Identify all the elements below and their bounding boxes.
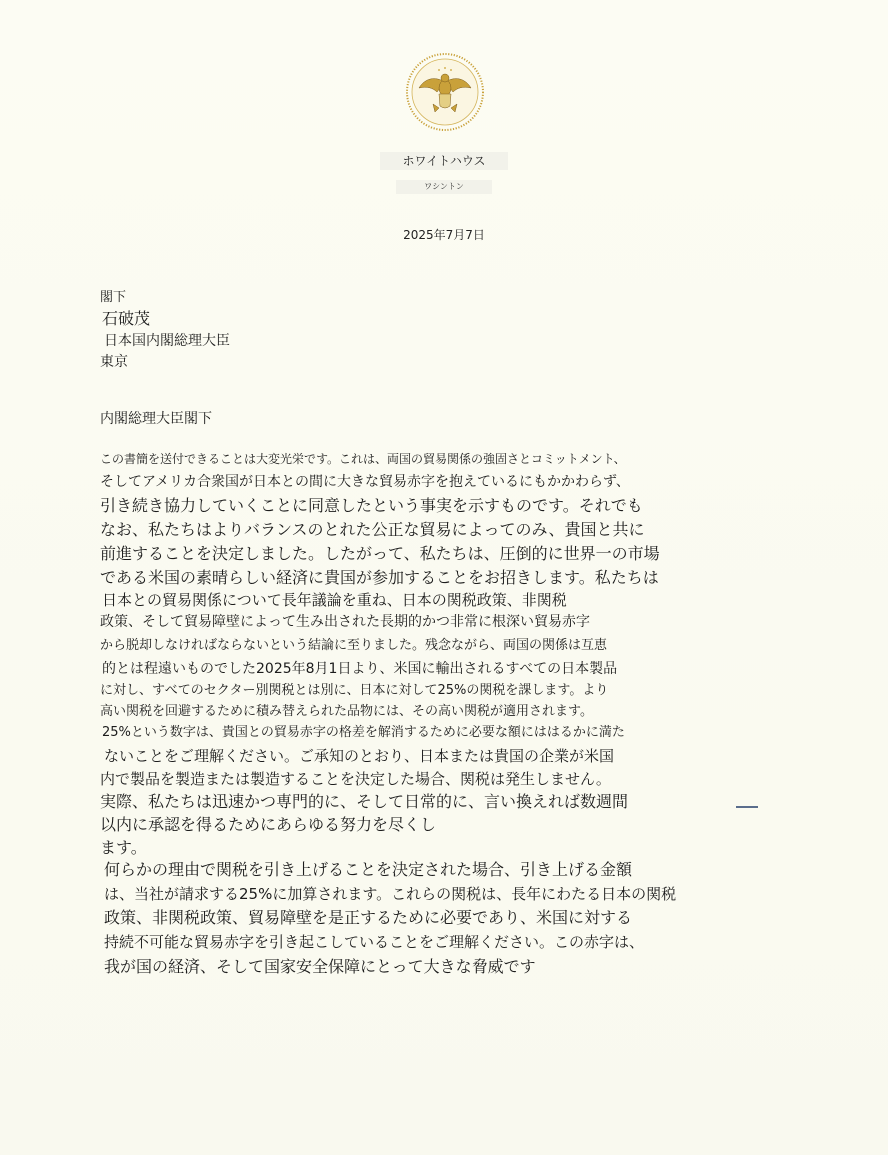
recipient-name: 石破茂 — [102, 309, 151, 328]
letter-date: 2025年7月7日 — [403, 228, 485, 242]
header-title: ホワイトハウス — [380, 152, 508, 170]
body-line: この書簡を送付できることは大変光栄です。これは、両国の貿易関係の強固さとコミットメント、 — [100, 452, 626, 466]
body-line: は、当社が請求する25%に加算されます。これらの関税は、長年にわたる日本の関税 — [104, 885, 677, 903]
recipient-position: 日本国内閣総理大臣 — [104, 333, 230, 349]
body-line: 高い関税を回避するために積み替えられた品物には、その高い関税が適用されます。 — [100, 704, 593, 719]
paragraph-1 — [100, 448, 780, 860]
body-line: 25%という数字は、貴国との貿易赤字の格差を解消するために必要な額にははるかに満た — [102, 725, 625, 740]
body-line: なお、私たちはよりバランスのとれた公正な貿易によってのみ、貴国と共に — [100, 520, 645, 539]
body-line: 以内に承認を得るためにあらゆる努力を尽くし — [100, 815, 437, 834]
recipient-address — [100, 288, 230, 372]
paragraph-2 — [104, 858, 784, 980]
body-line: である米国の素晴らしい経済に貴国が参加することをお招きします。私たちは — [100, 568, 659, 587]
recipient-city: 東京 — [100, 354, 128, 370]
body-line: 引き続き協力していくことに同意したという事実を示すものです。それでも — [100, 496, 643, 515]
presidential-seal-icon — [405, 52, 485, 132]
body-line: ないことをご理解ください。ご承知のとおり、日本または貴国の企業が米国 — [104, 747, 615, 765]
body-line: から脱却しなければならないという結論に至りました。残念ながら、両国の関係は互恵 — [100, 638, 608, 653]
body-line: に対し、すべてのセクター別関税とは別に、日本に対して25%の関税を課します。より — [100, 683, 609, 698]
body-line: 何らかの理由で関税を引き上げることを決定された場合、引き上げる金額 — [104, 860, 633, 879]
body-line: 我が国の経済、そして国家安全保障にとって大きな脅威です — [104, 957, 536, 976]
recipient-honorific: 閣下 — [100, 290, 127, 305]
salutation: 内閣総理大臣閣下 — [100, 411, 212, 427]
body-line: ます。 — [100, 838, 147, 857]
header-location: ワシントン — [396, 180, 492, 194]
stray-mark — [736, 806, 758, 808]
body-line: そしてアメリカ合衆国が日本との間に大きな貿易赤字を抱えているにもかかわらず、 — [100, 474, 630, 490]
body-line: 前進することを決定しました。したがって、私たちは、圧倒的に世界一の市場 — [100, 544, 660, 563]
body-line: 実際、私たちは迅速かつ専門的に、そして日常的に、言い換えれば数週間 — [100, 792, 629, 811]
body-line: 的とは程遠いものでした2025年8月1日より、米国に輸出されるすべての日本製品 — [102, 661, 618, 677]
body-line: 政策、非関税政策、貿易障壁を是正するために必要であり、米国に対する — [104, 908, 633, 927]
body-line: 日本との貿易関係について長年議論を重ね、日本の関税政策、非関税 — [102, 591, 567, 609]
body-line: 政策、そして貿易障壁によって生み出された長期的かつ非常に根深い貿易赤字 — [100, 614, 590, 630]
body-line: 内で製品を製造または製造することを決定した場合、関税は発生しません。 — [100, 770, 611, 788]
body-line: 持続不可能な貿易赤字を引き起こしていることをご理解ください。この赤字は、 — [104, 933, 645, 951]
